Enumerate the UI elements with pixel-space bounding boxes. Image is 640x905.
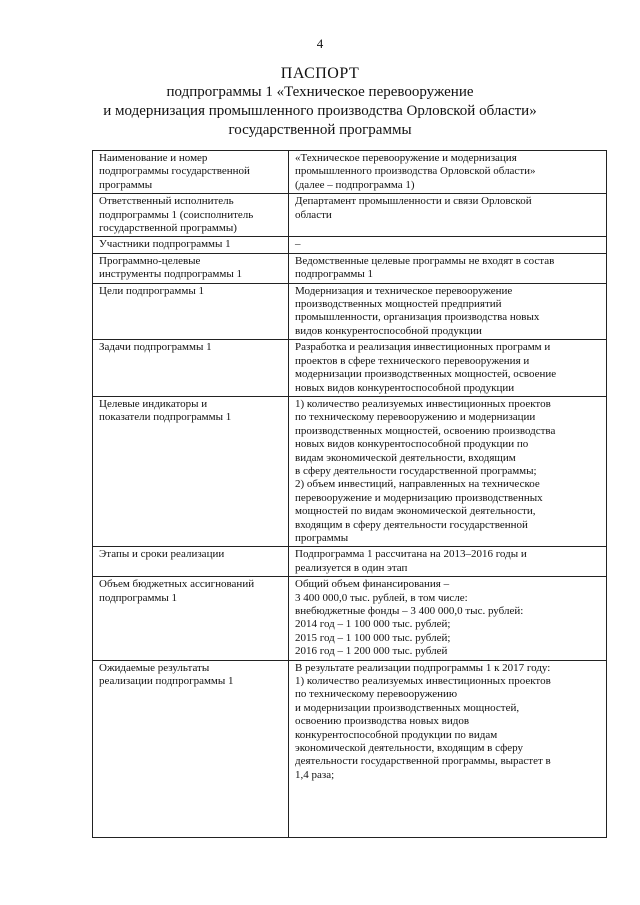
row-label-cell (93, 237, 289, 253)
row-label-line: реализации подпрограммы 1 (99, 675, 234, 688)
row-value-line: 3 400 000,0 тыс. рублей, в том числе: (295, 591, 468, 604)
row-value-line: Общий объем финансирования – (295, 578, 450, 591)
row-label-line: Целевые индикаторы и (99, 397, 208, 410)
row-label-line: государственной программы) (99, 222, 237, 235)
row-value-line: Модернизация и техническое перевооружение (295, 284, 513, 297)
table-row (93, 151, 607, 194)
row-value-line: Разработка и реализация инвестиционных программ и (295, 341, 551, 354)
table-row (93, 660, 607, 837)
row-label-line: инструменты подпрограммы 1 (99, 268, 242, 281)
row-label-line: Задачи подпрограммы 1 (99, 341, 212, 354)
row-value-line: и модернизации производственных мощностей, (295, 701, 520, 714)
row-value-cell (289, 577, 607, 660)
row-value-line: промышленного производства Орловской области» (295, 165, 536, 178)
row-label-line: подпрограммы государственной (99, 165, 250, 178)
row-value-line: экономической деятельности, входящим в сферу (295, 742, 524, 755)
row-label-cell (93, 396, 289, 546)
title-line: государственной программы (228, 122, 412, 138)
row-label-line: Программно-целевые (99, 254, 201, 267)
row-value-line: входящим в сферу деятельности государственной (295, 518, 528, 531)
row-label-cell (93, 194, 289, 237)
row-value-line: по техническому перевооружению (295, 688, 458, 701)
row-value-line: 1) количество реализуемых инвестиционных проектов (295, 397, 551, 410)
row-value-line: реализуется в один этап (295, 561, 408, 574)
row-label-line: подпрограммы 1 (соисполнитель (99, 208, 254, 221)
row-value-line: деятельности государственной программы, вырастет в (295, 755, 551, 768)
title-line: и модернизация промышленного производства Орловской области» (103, 103, 537, 119)
row-label-cell (93, 660, 289, 837)
row-value-line: Подпрограмма 1 рассчитана на 2013–2016 годы и (295, 548, 527, 561)
row-value-line: новых видов конкурентоспособной продукции (295, 381, 515, 394)
row-value-line: 1) количество реализуемых инвестиционных проектов (295, 675, 551, 688)
row-label-line: программы (99, 178, 153, 191)
row-label-cell (93, 577, 289, 660)
row-value-line: 2014 год – 1 100 000 тыс. рублей; (295, 618, 451, 631)
table-row (93, 253, 607, 283)
table-row (93, 194, 607, 237)
row-value-line: по техническому перевооружению и модернизации (295, 411, 536, 424)
row-value-cell (289, 283, 607, 340)
row-value-line: Департамент промышленности и связи Орловской (295, 195, 532, 208)
row-value-line: области (295, 208, 332, 221)
passport-table (92, 150, 607, 838)
row-label-line: Этапы и сроки реализации (99, 548, 225, 561)
row-value-cell (289, 151, 607, 194)
row-label-cell (93, 547, 289, 577)
table-row (93, 577, 607, 660)
row-value-line: видам экономической деятельности, входящим (295, 451, 516, 464)
row-label-line: Объем бюджетных ассигнований (99, 578, 255, 591)
row-value-line: Ведомственные целевые программы не входят в состав (295, 254, 555, 267)
row-value-line: перевооружение и модернизацию производственных (295, 491, 543, 504)
row-label-line: подпрограммы 1 (99, 591, 178, 604)
row-value-line: промышленности, организация производства новых (295, 311, 540, 324)
row-value-cell (289, 253, 607, 283)
row-value-line: проектов в сфере технического перевооружения и (295, 354, 530, 367)
row-value-cell (289, 660, 607, 837)
row-value-line: новых видов конкурентоспособной продукции по (295, 438, 529, 451)
row-value-cell (289, 340, 607, 397)
row-value-line: модернизации производственных мощностей, освоение (295, 368, 557, 381)
row-value-line: – (295, 238, 301, 251)
row-label-line: показатели подпрограммы 1 (99, 411, 232, 424)
row-label-line: Ожидаемые результаты (99, 661, 210, 674)
row-label-line: Цели подпрограммы 1 (99, 284, 204, 297)
row-value-line: конкурентоспособной продукции по видам (295, 728, 498, 741)
row-label-cell (93, 151, 289, 194)
row-value-line: подпрограммы 1 (295, 268, 374, 281)
row-value-line: 2015 год – 1 100 000 тыс. рублей; (295, 631, 451, 644)
row-value-cell (289, 237, 607, 253)
row-label-line: Ответственный исполнитель (99, 195, 234, 208)
row-value-line: освоению производства новых видов (295, 715, 470, 728)
table-row (93, 283, 607, 340)
table-row (93, 396, 607, 546)
table-row (93, 547, 607, 577)
row-value-line: 2016 год – 1 200 000 тыс. рублей (295, 645, 448, 658)
row-value-cell (289, 547, 607, 577)
row-value-line: производственных мощностей предприятий (295, 298, 502, 311)
row-value-line: внебюджетные фонды – 3 400 000,0 тыс. рублей: (295, 605, 524, 617)
row-label-line: Наименование и номер (99, 152, 208, 164)
row-value-line: 1,4 раза; (295, 768, 335, 781)
row-label-line: Участники подпрограммы 1 (99, 238, 231, 251)
row-value-line: производственных мощностей, освоению производства (295, 424, 556, 437)
title-line: подпрограммы 1 «Техническое перевооружение (166, 84, 474, 100)
row-value-line: программы (295, 531, 349, 544)
row-label-cell (93, 253, 289, 283)
row-label-cell (93, 283, 289, 340)
passport-title (0, 64, 640, 140)
row-value-line: мощностей по видам экономической деятельности, (295, 505, 536, 518)
row-value-line: «Техническое перевооружение и модернизация (295, 152, 517, 164)
title-main: ПАСПОРТ (280, 65, 360, 82)
row-value-line: (далее – подпрограмма 1) (295, 178, 415, 191)
row-value-cell (289, 396, 607, 546)
row-value-line: видов конкурентоспособной продукции (295, 324, 482, 337)
table-row (93, 237, 607, 253)
table-row (93, 340, 607, 397)
page-number: 4 (316, 36, 324, 51)
row-label-cell (93, 340, 289, 397)
row-value-line: в сферу деятельности государственной программы; (295, 464, 537, 477)
row-value-line: В результате реализации подпрограммы 1 к 2017 году: (295, 661, 551, 674)
row-value-line: 2) объем инвестиций, направленных на техническое (295, 478, 540, 491)
row-value-cell (289, 194, 607, 237)
